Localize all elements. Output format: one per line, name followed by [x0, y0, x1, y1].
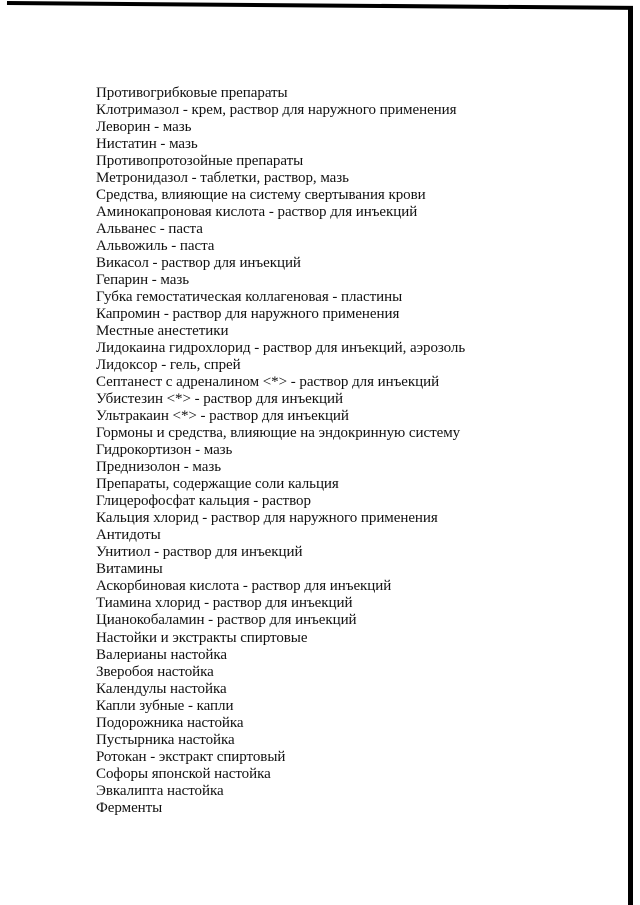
list-item: Эвкалипта настойка	[96, 782, 224, 799]
list-item: Аминокапроновая кислота - раствор для инъекций	[96, 204, 418, 221]
category-heading-antifungal: Противогрибковые препараты	[96, 85, 288, 101]
list-item: Валерианы настойка	[96, 646, 228, 663]
list-item: Унитиол - раствор для инъекций	[96, 544, 303, 561]
list-item: Викасол - раствор для инъекций	[96, 255, 301, 272]
list-item: Лидокаина гидрохлорид - раствор для инъекций, аэрозоль	[96, 340, 466, 357]
list-item: Альванес - паста	[96, 221, 203, 238]
scan-border-top	[7, 1, 633, 10]
list-item: Клотримазол - крем, раствор для наружного применения	[96, 102, 457, 119]
list-item: Преднизолон - мазь	[96, 459, 222, 476]
list-item: Губка гемостатическая коллагеновая - пластины	[96, 289, 403, 306]
category-heading-vitamins: Витамины	[96, 561, 163, 578]
category-heading-antidotes: Антидоты	[96, 527, 161, 544]
list-item: Леворин - мазь	[96, 119, 192, 136]
list-item: Зверобоя настойка	[96, 663, 214, 680]
list-item: Софоры японской настойка	[96, 765, 271, 782]
scan-border-right	[628, 6, 633, 905]
list-item: Гидрокортизон - мазь	[96, 442, 233, 459]
list-item: Кальция хлорид - раствор для наружного применения	[96, 510, 438, 527]
list-item: Подорожника настойка	[96, 714, 244, 731]
category-heading-coagulation: Средства, влияющие на систему свертывания крови	[96, 187, 426, 204]
category-heading-calcium: Препараты, содержащие соли кальция	[96, 476, 339, 493]
list-item: Цианокобаламин - раствор для инъекций	[96, 612, 357, 629]
list-item: Тиамина хлорид - раствор для инъекций	[96, 595, 353, 612]
list-item: Аскорбиновая кислота - раствор для инъекций	[96, 578, 392, 595]
list-item: Глицерофосфат кальция - раствор	[96, 493, 311, 510]
list-item: Гепарин - мазь	[96, 272, 190, 289]
list-item: Пустырника настойка	[96, 731, 235, 748]
list-item: Ротокан - экстракт спиртовый	[96, 748, 286, 765]
list-item: Капромин - раствор для наружного применения	[96, 306, 400, 323]
list-item: Альвожиль - паста	[96, 238, 215, 255]
category-heading-enzymes: Ферменты	[96, 799, 163, 816]
list-item: Ультракаин <*> - раствор для инъекций	[96, 408, 349, 425]
list-item: Капли зубные - капли	[96, 697, 234, 714]
document-page	[96, 85, 596, 817]
list-item: Лидоксор - гель, спрей	[96, 357, 241, 374]
list-item: Календулы настойка	[96, 680, 227, 697]
category-heading-tinctures: Настойки и экстракты спиртовые	[96, 629, 308, 646]
category-heading-local-anesthetics: Местные анестетики	[96, 323, 229, 340]
list-item: Убистезин <*> - раствор для инъекций	[96, 391, 343, 408]
list-item: Септанест с адреналином <*> - раствор для инъекций	[96, 374, 440, 391]
list-item: Нистатин - мазь	[96, 136, 198, 153]
category-heading-antiprotozoal: Противопротозойные препараты	[96, 153, 304, 170]
list-item: Метронидазол - таблетки, раствор, мазь	[96, 170, 349, 187]
category-heading-hormones: Гормоны и средства, влияющие на эндокринную систему	[96, 425, 461, 442]
